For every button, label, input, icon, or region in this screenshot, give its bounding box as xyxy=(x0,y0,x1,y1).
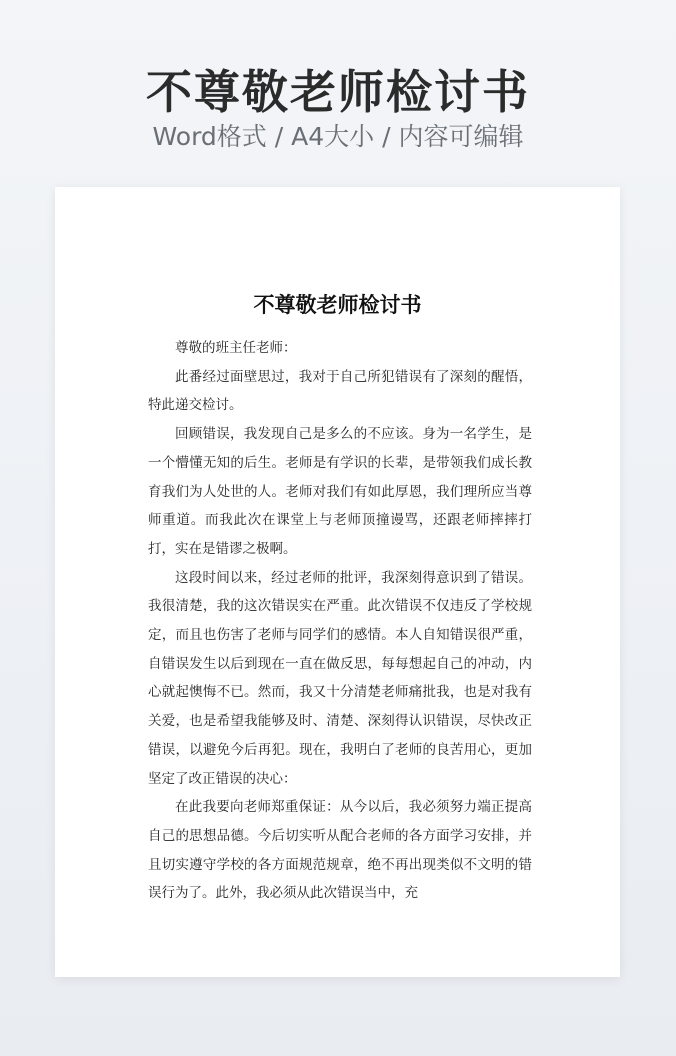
body-paragraph: 这段时间以来，经过老师的批评，我深刻得意识到了错误。我很清楚，我的这次错误实在严重。此次错误不仅违反了学校规定，而且也伤害了老师与同学们的感情。本人自知错误很严重，自错误发生以后到现在一直在做反思，每每想起自己的冲动，内心就起懊悔不已。然而，我又十分清楚老师痛批我，也是对我有关爱，也是希望我能够及时、清楚、深刻得认识错误，尽快改正错误，以避免今后再犯。现在，我明白了老师的良苦用心，更加坚定了改正错误的决心： xyxy=(148,569,532,787)
body-paragraph: 在此我要向老师郑重保证：从今以后，我必须努力端正提高自己的思想品德。今后切实听从配合老师的各方面学习安排，并且切实遵守学校的各方面规范规章，绝不再出现类似不文明的错误行为了。此外，我必须从此次错误当中，充 xyxy=(148,799,532,902)
body-paragraph: 此番经过面壁思过，我对于自己所犯错误有了深刻的醒悟，特此递交检讨。 xyxy=(148,368,532,414)
banner-subtitle: Word格式 / A4大小 / 内容可编辑 xyxy=(152,122,524,151)
document-body xyxy=(148,334,532,908)
banner-title: 不尊敬老师检讨书 xyxy=(146,65,530,119)
salutation-paragraph: 尊敬的班主任老师： xyxy=(175,340,297,356)
document-title: 不尊敬老师检讨书 xyxy=(253,292,422,317)
body-paragraph: 回顾错误，我发现自己是多么的不应该。身为一名学生，是一个懵懂无知的后生。老师是有学识的长辈，是带领我们成长教育我们为人处世的人。老师对我们有如此厚恩，我们理所应当尊师重道。而我此次在课堂上与老师顶撞谩骂，还跟老师摔摔打打，实在是错谬之极啊。 xyxy=(148,426,532,557)
document-page xyxy=(55,187,620,977)
